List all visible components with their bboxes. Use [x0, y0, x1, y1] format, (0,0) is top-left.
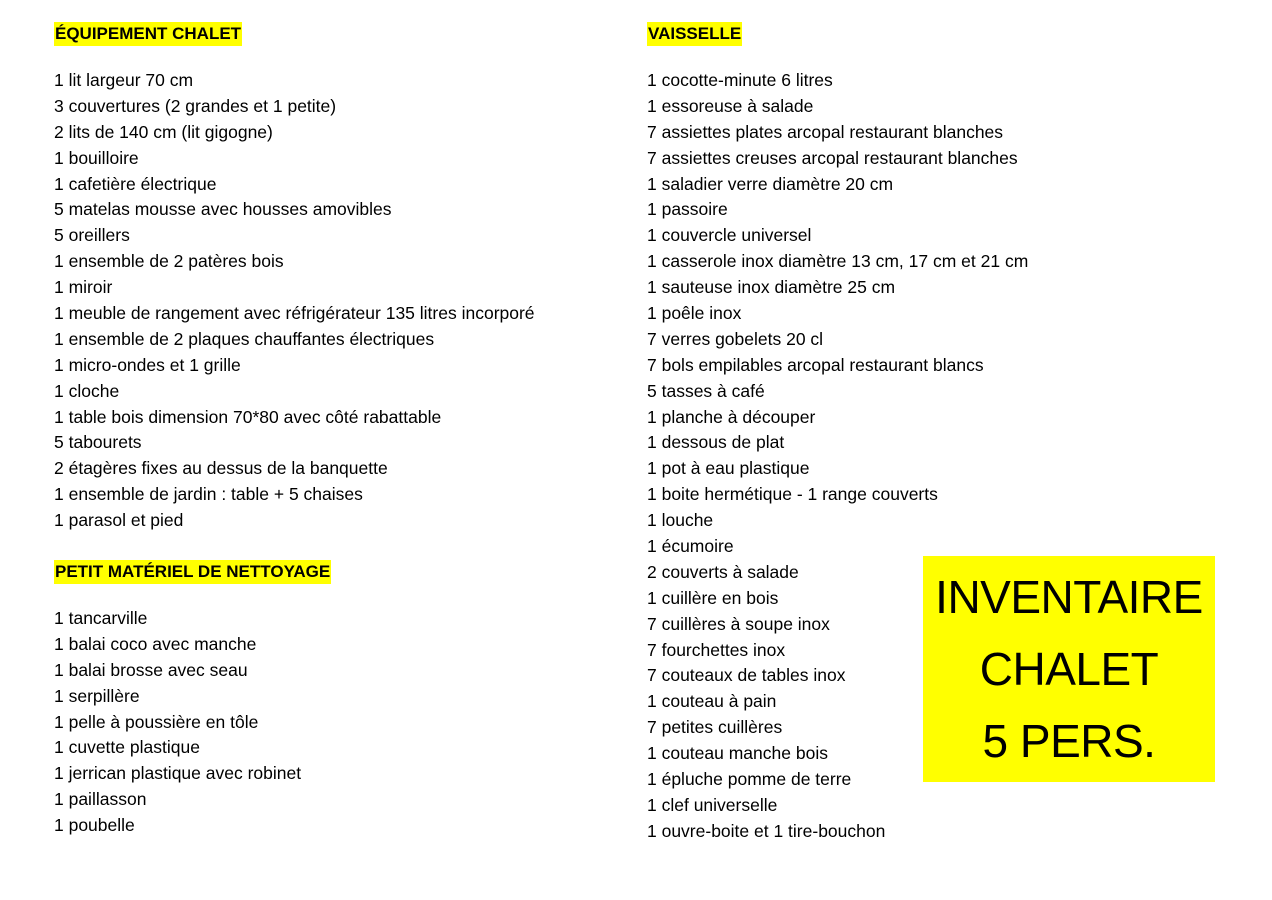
equipement-list	[54, 68, 634, 534]
equipement-heading-wrap	[54, 22, 634, 48]
list-item: 1 couteau manche bois	[647, 743, 828, 764]
list-item: 1 passoire	[647, 199, 728, 220]
vaisselle-heading-wrap	[647, 22, 1247, 48]
list-item: 1 jerrican plastique avec robinet	[54, 763, 302, 784]
list-item: 7 assiettes plates arcopal restaurant blanches	[647, 121, 1004, 142]
nettoyage-heading-wrap	[54, 560, 634, 586]
spacer	[54, 48, 634, 68]
list-item: 2 couverts à salade	[647, 561, 799, 582]
list-item: 1 cuillère en bois	[647, 587, 779, 608]
list-item: 1 écumoire	[647, 536, 734, 557]
list-item: 2 lits de 140 cm (lit gigogne)	[54, 121, 273, 142]
list-item: 1 miroir	[54, 277, 113, 298]
spacer	[54, 586, 634, 606]
list-item: 1 ensemble de 2 plaques chauffantes électriques	[54, 328, 435, 349]
list-item: 7 verres gobelets 20 cl	[647, 328, 824, 349]
nettoyage-heading: PETIT MATÉRIEL DE NETTOYAGE	[54, 560, 331, 584]
list-item: 1 serpillère	[54, 685, 140, 706]
list-item: 1 cocotte-minute 6 litres	[647, 70, 833, 90]
inventory-title-line2: CHALET	[979, 643, 1159, 695]
list-item: 7 couteaux de tables inox	[647, 665, 846, 686]
list-item: 1 boite hermétique - 1 range couverts	[647, 484, 938, 505]
list-item: 1 planche à découper	[647, 406, 816, 427]
list-item: 1 casserole inox diamètre 13 cm, 17 cm et 21 cm	[647, 251, 1029, 272]
list-item: 1 ensemble de 2 patères bois	[54, 251, 284, 272]
inventory-title-box	[923, 556, 1215, 782]
list-item: 1 balai coco avec manche	[54, 633, 257, 654]
list-item: 1 épluche pomme de terre	[647, 769, 852, 790]
spacer	[647, 48, 1247, 68]
list-item: 1 dessous de plat	[647, 432, 785, 453]
list-item: 1 balai brosse avec seau	[54, 659, 248, 680]
list-item: 1 poêle inox	[647, 303, 742, 324]
list-item: 1 sauteuse inox diamètre 25 cm	[647, 277, 896, 298]
spacer	[54, 534, 634, 560]
list-item: 1 pot à eau plastique	[647, 458, 810, 479]
list-item: 1 clef universelle	[647, 794, 778, 815]
list-item: 3 couvertures (2 grandes et 1 petite)	[54, 95, 337, 116]
list-item: 1 ensemble de jardin : table + 5 chaises	[54, 484, 363, 505]
list-item: 1 micro-ondes et 1 grille	[54, 354, 241, 375]
list-item: 5 oreillers	[54, 225, 130, 246]
left-column	[54, 22, 634, 839]
list-item: 1 meuble de rangement avec réfrigérateur 135 litres incorporé	[54, 303, 535, 324]
list-item: 1 tancarville	[54, 608, 148, 629]
list-item: 1 table bois dimension 70*80 avec côté rabattable	[54, 406, 442, 427]
list-item: 5 tabourets	[54, 432, 142, 453]
list-item: 5 tasses à café	[647, 380, 765, 401]
nettoyage-list	[54, 606, 634, 839]
list-item: 7 fourchettes inox	[647, 639, 786, 660]
list-item: 1 saladier verre diamètre 20 cm	[647, 173, 894, 194]
list-item: 5 matelas mousse avec housses amovibles	[54, 199, 392, 220]
list-item: 1 cafetière électrique	[54, 173, 217, 194]
list-item: 1 couteau à pain	[647, 691, 777, 712]
list-item: 7 cuillères à soupe inox	[647, 613, 830, 634]
list-item: 7 bols empilables arcopal restaurant blancs	[647, 354, 984, 375]
list-item: 1 pelle à poussière en tôle	[54, 711, 259, 732]
list-item: 1 parasol et pied	[54, 510, 184, 531]
inventory-title-line1: INVENTAIRE	[935, 571, 1203, 623]
vaisselle-heading: VAISSELLE	[647, 22, 742, 46]
list-item: 1 louche	[647, 510, 714, 531]
list-item: 7 petites cuillères	[647, 717, 783, 738]
inventory-title-line3: 5 PERS.	[982, 715, 1156, 767]
list-item: 1 lit largeur 70 cm	[54, 70, 194, 90]
list-item: 1 cloche	[54, 380, 120, 401]
list-item: 1 bouilloire	[54, 147, 139, 168]
list-item: 1 paillasson	[54, 789, 147, 810]
list-item: 1 essoreuse à salade	[647, 95, 814, 116]
equipement-heading: ÉQUIPEMENT CHALET	[54, 22, 242, 46]
list-item: 2 étagères fixes au dessus de la banquette	[54, 458, 388, 479]
list-item: 1 poubelle	[54, 815, 135, 836]
list-item: 1 couvercle universel	[647, 225, 812, 246]
list-item: 7 assiettes creuses arcopal restaurant blanches	[647, 147, 1018, 168]
list-item: 1 ouvre-boite et 1 tire-bouchon	[647, 820, 886, 841]
list-item: 1 cuvette plastique	[54, 737, 200, 758]
